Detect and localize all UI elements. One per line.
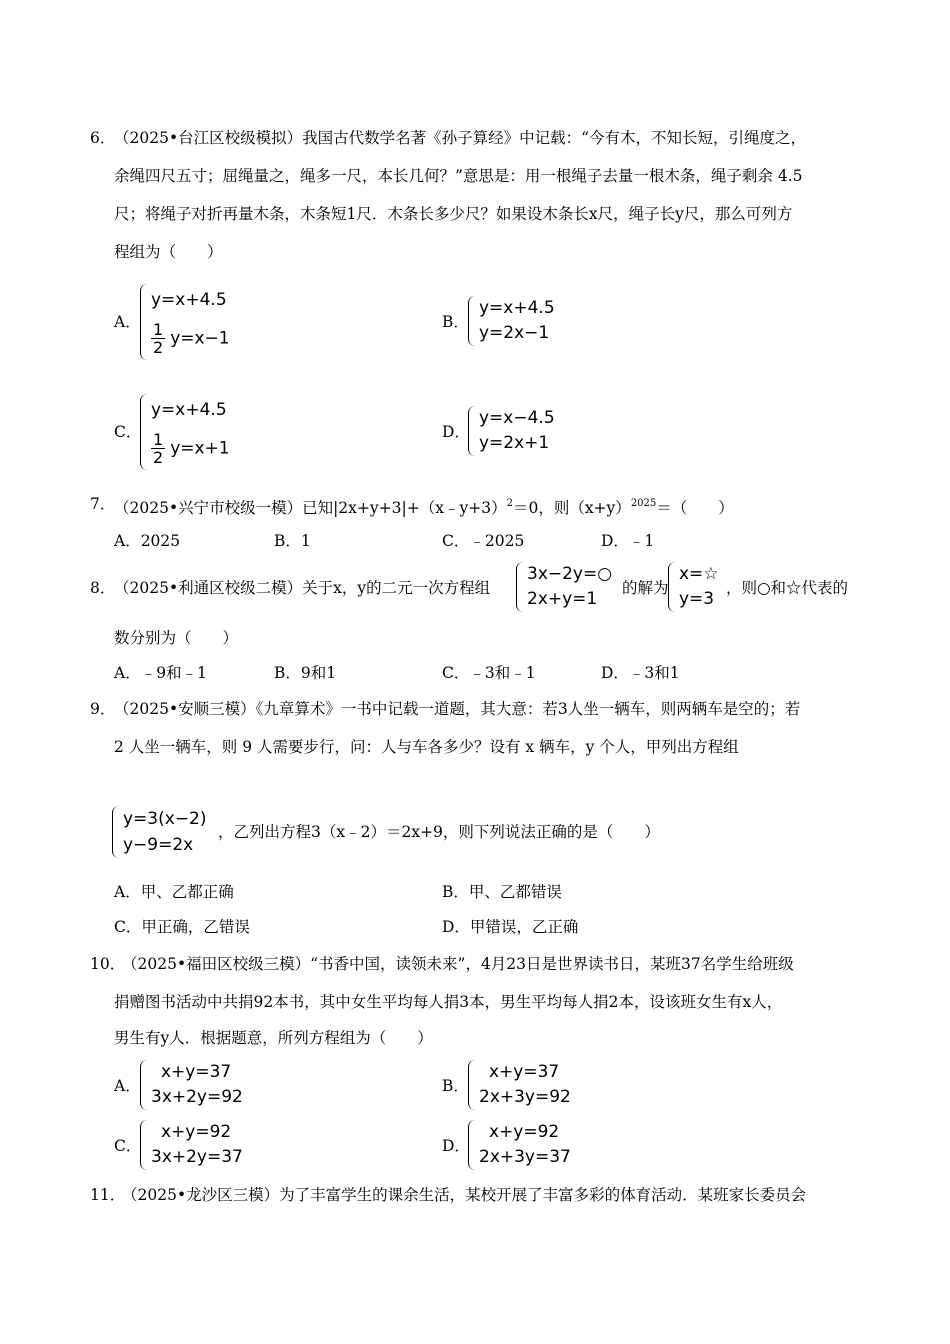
q10-c-eq1: x+y=92 <box>161 1122 232 1142</box>
q6-line-4: 程组为（ ） <box>114 243 223 261</box>
q10-a-eq2: 3x+2y=92 <box>151 1087 243 1107</box>
q10-option-d-system <box>468 1120 571 1170</box>
q9-line-2: 2 人坐一辆车，则 9 人需要步行，问：人与车各多少？设有 x 辆车，y 个人，甲列出方程组 <box>114 738 739 756</box>
q10-option-b-label: B． <box>442 1077 469 1095</box>
q10-line-2: 捐赠图书活动中共捐92本书，其中女生平均每人捐3本，男生平均每人捐2本，设该班女生有x人， <box>114 993 783 1011</box>
q6-option-a-system <box>140 284 230 360</box>
brace-icon <box>112 806 119 858</box>
fraction: $\frac{1}{2}$ <box>153 429 164 467</box>
q10-a-eq1: x+y=37 <box>161 1062 232 1082</box>
brace-icon <box>468 406 475 456</box>
q6-option-a-label: A． <box>114 313 141 331</box>
brace-icon <box>140 284 147 360</box>
q6-option-d-system <box>468 406 555 456</box>
q10-line-1: （2025•福田区校级三模）“书香中国，读领未来”，4月23日是世界读书日，某班37名学生给班级 <box>122 955 794 973</box>
q10-option-d-label: D． <box>442 1137 470 1155</box>
q10-option-a-system <box>140 1060 243 1110</box>
q7-option-c: C．﹣2025 <box>442 532 525 550</box>
q7-text: （2025•兴宁市校级一模）已知|2x+y+3|+（x﹣y+3）$^2$＝0，则$(x+y)^{2025}=$（ ） <box>114 498 734 517</box>
brace-icon <box>140 394 147 470</box>
q7-option-a: A．2025 <box>114 532 181 550</box>
q9-text-after: ，乙列出方程3（x﹣2）＝2x+9，则下列说法正确的是（ ） <box>218 823 660 841</box>
q6-c-eq2: y=x+1 <box>170 438 230 458</box>
brace-icon <box>468 1060 475 1110</box>
brace-icon <box>516 562 523 612</box>
q10-option-c-system <box>140 1120 243 1170</box>
q8-sol-eq2: y=3 <box>679 589 715 609</box>
q6-line-1: （2025•台江区校级模拟）我国古代数学名著《孙子算经》中记载：“今有木，不知长短，引绳度之， <box>114 129 807 147</box>
q10-d-eq2: 2x+3y=37 <box>479 1147 571 1167</box>
q9-option-d: D．甲错误，乙正确 <box>442 918 579 936</box>
brace-icon <box>468 296 475 346</box>
q10-line-3: 男生有y人．根据题意，所列方程组为（ ） <box>114 1029 433 1047</box>
q6-d-eq1: y=x−4.5 <box>479 408 555 428</box>
q6-a-eq1: y=x+4.5 <box>151 289 227 310</box>
brace-icon <box>468 1120 475 1170</box>
q9-sys-eq1: y=3(x−2) <box>123 808 207 829</box>
q6-option-c-label: C． <box>114 423 142 441</box>
q6-option-c-system <box>140 394 230 470</box>
brace-icon <box>668 562 675 612</box>
q6-c-eq2-row <box>151 431 230 466</box>
q9-option-a: A．甲、乙都正确 <box>114 883 234 901</box>
q7-option-b: B．1 <box>274 532 311 550</box>
q8-text-c: ，则○和☆代表的 <box>726 579 849 597</box>
q8-option-a: A．﹣9和﹣1 <box>114 664 207 682</box>
q8-system <box>516 562 612 612</box>
q9-system <box>112 806 207 858</box>
q6-option-b-system <box>468 296 555 346</box>
q11-line-1: （2025•龙沙区三模）为了丰富学生的课余生活，某校开展了丰富多彩的体育活动．某班家长委员会 <box>122 1186 807 1204</box>
q6-option-d-label: D． <box>442 423 470 441</box>
q8-text-a: （2025•利通区校级二模）关于x，y的二元一次方程组 <box>114 579 491 597</box>
q8-solution <box>668 562 719 612</box>
q6-d-eq2: y=2x+1 <box>479 433 550 453</box>
brace-icon <box>140 1120 147 1170</box>
q10-b-eq2: 2x+3y=92 <box>479 1087 571 1107</box>
q10-c-eq2: 3x+2y=37 <box>151 1147 243 1167</box>
q9-number: 9． <box>90 700 116 718</box>
q6-line-3: 尺；将绳子对折再量木条，木条短1尺．木条长多少尺？如果设木条长x尺，绳子长y尺，那么可列方 <box>114 205 793 223</box>
q10-number: 10． <box>90 955 126 973</box>
q8-sol-eq1: x=☆ <box>679 564 719 584</box>
q6-b-eq1: y=x+4.5 <box>479 298 555 318</box>
q8-sys-eq2: 2x+y=1 <box>527 589 598 609</box>
q9-option-b: B．甲、乙都错误 <box>442 883 562 901</box>
q6-option-b-label: B． <box>442 313 469 331</box>
q8-option-b: B．9和1 <box>274 664 337 682</box>
fraction: $\frac{1}{2}$ <box>153 319 164 357</box>
q7-option-d: D．﹣1 <box>601 532 655 550</box>
q9-sys-eq2: y−9=2x <box>123 834 194 855</box>
q8-text-b: 的解为 <box>622 579 669 597</box>
q8-number: 8． <box>90 579 116 597</box>
q6-a-eq2-row <box>151 321 230 356</box>
q10-option-b-system <box>468 1060 571 1110</box>
q6-line-2: 余绳四尺五寸；屈绳量之，绳多一尺，本长几何？”意思是：用一根绳子去量一根木条，绳子剩余 4.5 <box>114 167 803 185</box>
q6-number: 6． <box>90 129 116 147</box>
brace-icon <box>140 1060 147 1110</box>
q11-number: 11． <box>90 1186 126 1204</box>
q6-c-eq1: y=x+4.5 <box>151 399 227 420</box>
q10-b-eq1: x+y=37 <box>489 1062 560 1082</box>
q8-line-2: 数分别为（ ） <box>114 629 239 647</box>
q8-option-d: D．﹣3和1 <box>601 664 680 682</box>
q10-option-a-label: A． <box>114 1077 141 1095</box>
q9-option-c: C．甲正确，乙错误 <box>114 918 250 936</box>
q10-d-eq1: x+y=92 <box>489 1122 560 1142</box>
q6-a-eq2: y=x−1 <box>170 328 230 348</box>
q10-option-c-label: C． <box>114 1137 142 1155</box>
q8-sys-eq1: 3x−2y=○ <box>527 564 613 584</box>
q6-b-eq2: y=2x−1 <box>479 323 550 343</box>
q7-number: 7． <box>90 495 116 513</box>
q8-option-c: C．﹣3和﹣1 <box>442 664 536 682</box>
q9-line-1: （2025•安顺三模）《九章算术》一书中记载一道题，其大意：若3人坐一辆车，则两辆车是空的；若 <box>114 700 801 718</box>
